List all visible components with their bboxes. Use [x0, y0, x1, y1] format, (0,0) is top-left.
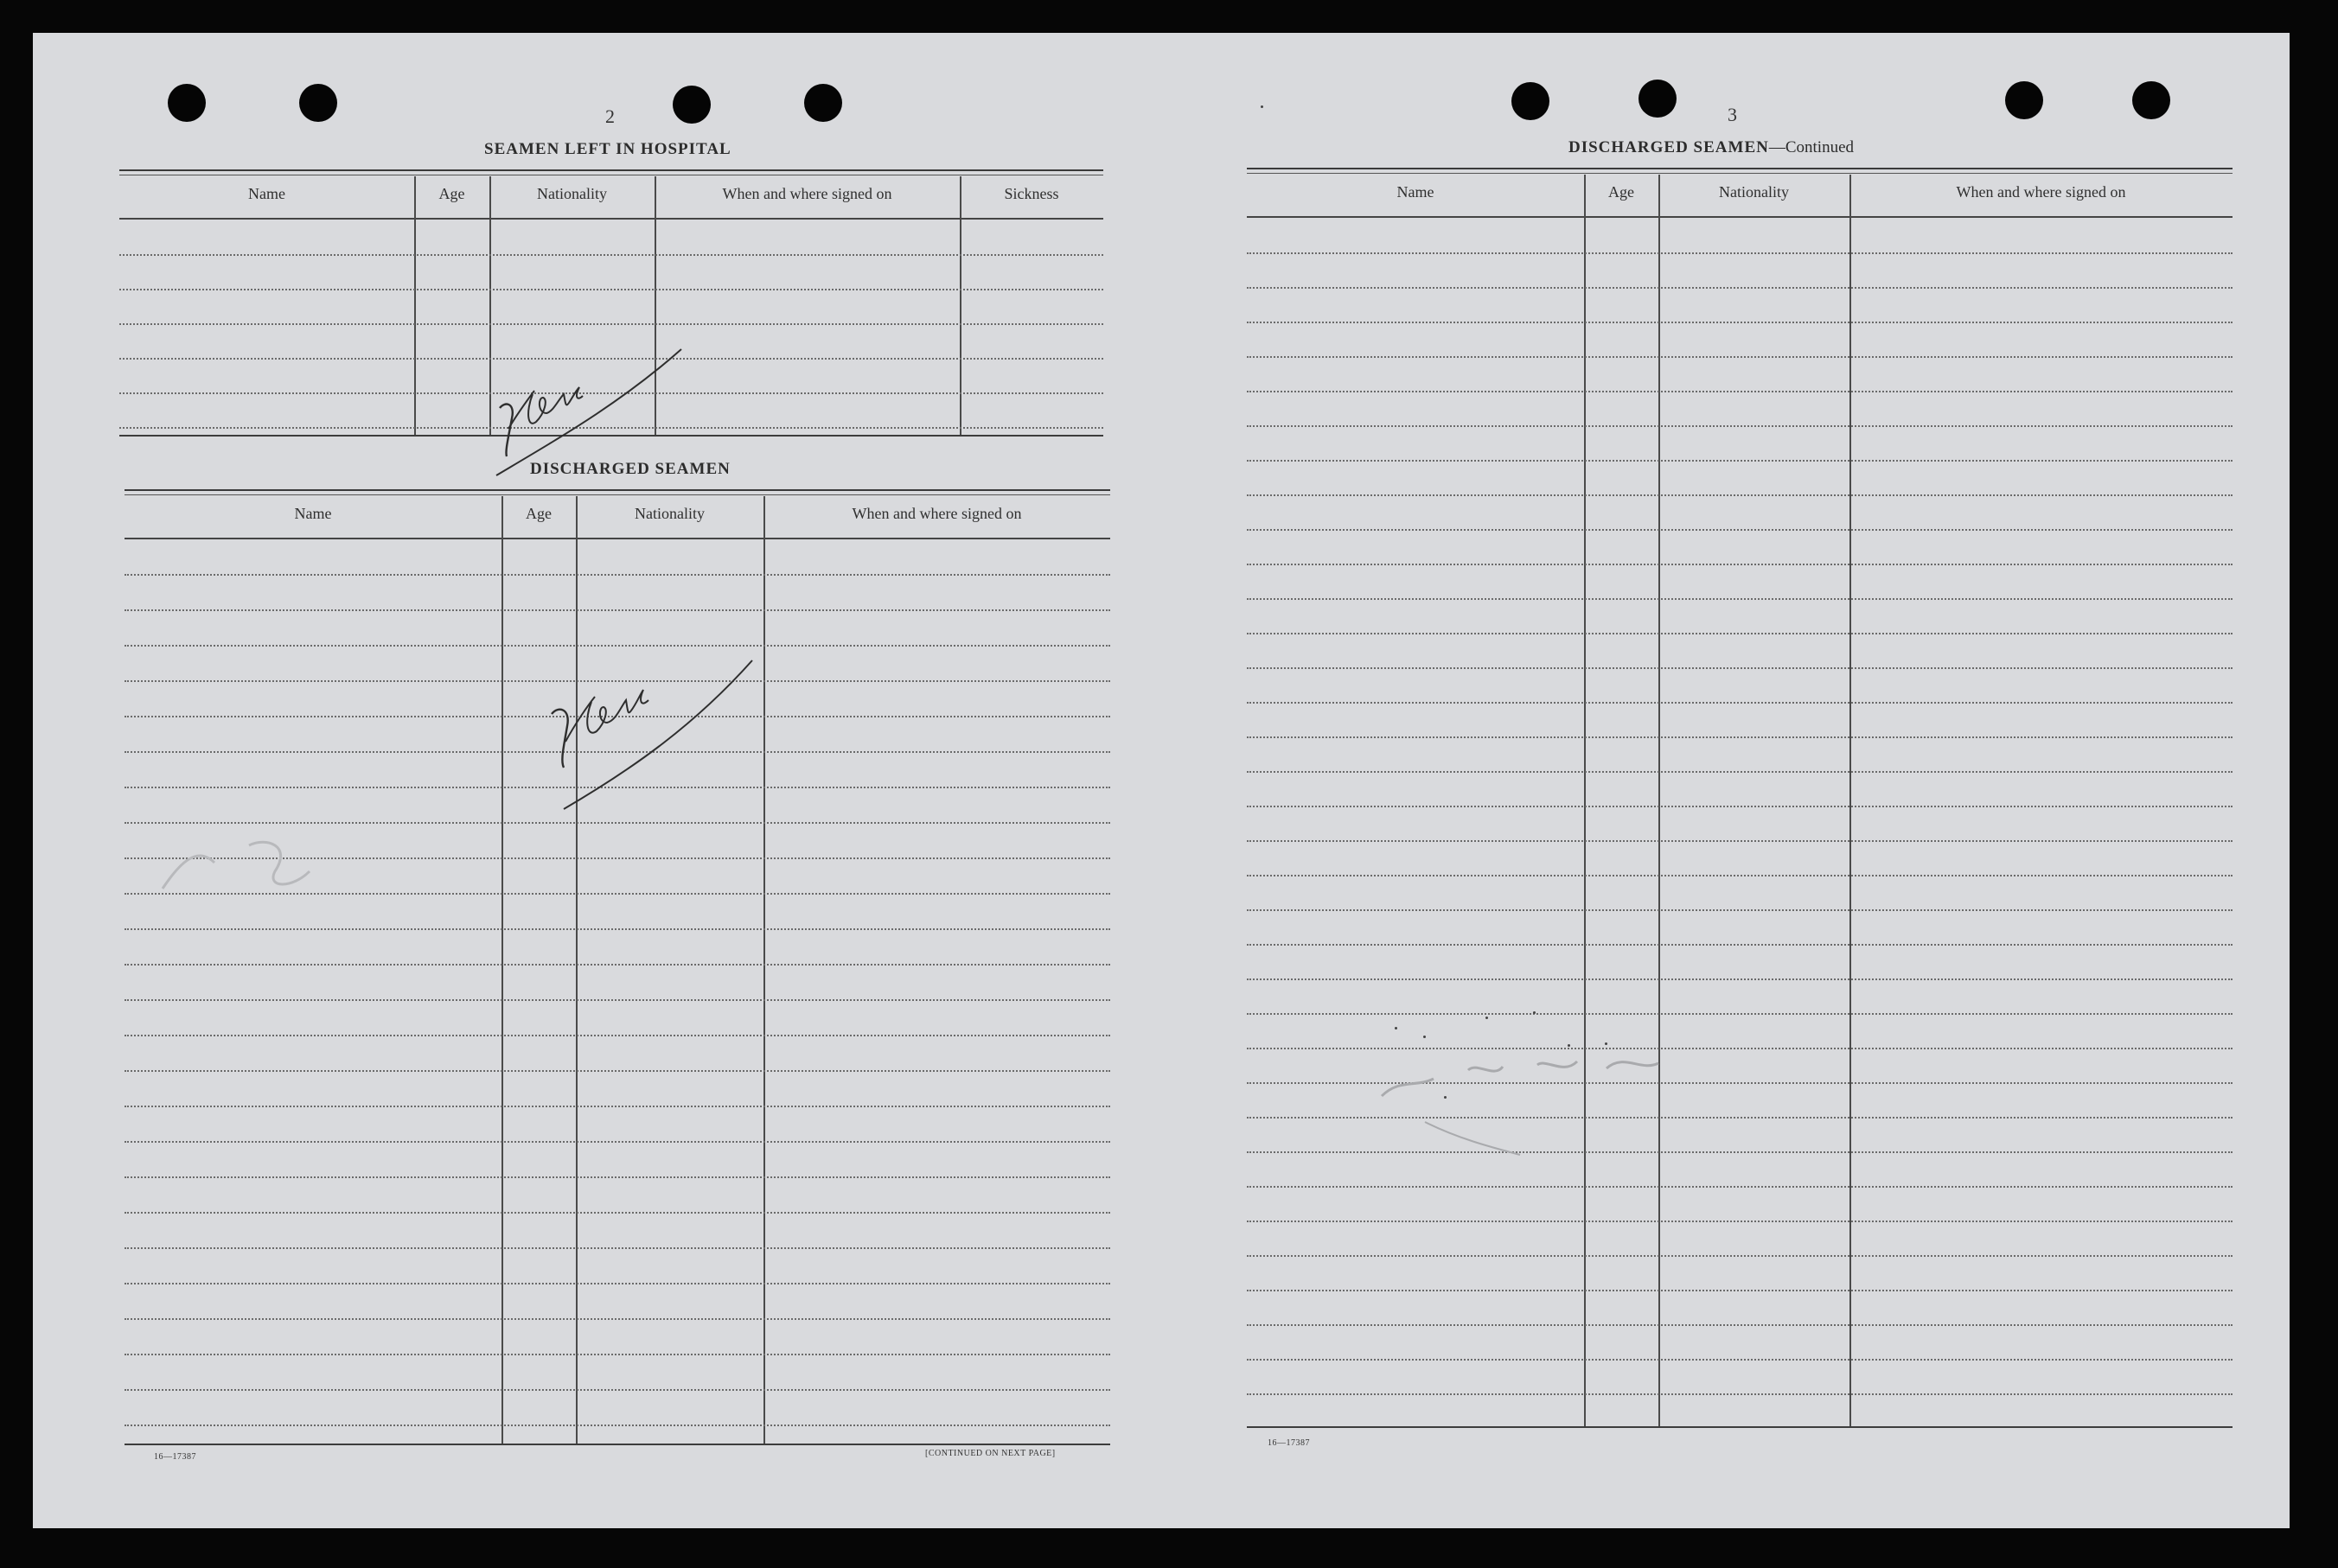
punch-hole — [1639, 80, 1677, 118]
punch-hole — [2005, 81, 2043, 119]
punch-hole — [2132, 81, 2170, 119]
faint-bleed-through-mark — [1347, 992, 1745, 1165]
column-header-age: Age — [526, 505, 552, 522]
discharged-continued-title — [1568, 138, 1854, 157]
punch-hole — [673, 86, 711, 124]
discharged-continued-title-main: DISCHARGED SEAMEN — [1568, 138, 1769, 156]
ink-speck — [1444, 1096, 1447, 1099]
column-header-name: Name — [248, 185, 285, 202]
column-header-signed-on: When and where signed on — [852, 505, 1022, 522]
punch-hole — [168, 84, 206, 122]
discharged-seamen-continued-table — [1247, 168, 2233, 1473]
ink-speck — [1395, 1027, 1397, 1029]
column-header-signed-on: When and where signed on — [1956, 183, 2126, 201]
hospital-section-title: SEAMEN LEFT IN HOSPITAL — [484, 140, 731, 158]
ink-speck — [1568, 1044, 1570, 1047]
handwritten-none-signature — [514, 612, 773, 819]
column-header-name: Name — [294, 505, 332, 522]
punch-hole — [1511, 82, 1549, 120]
ink-speck — [1423, 1036, 1426, 1038]
page-number-right: 3 — [1728, 104, 1737, 125]
column-header-signed-on: When and where signed on — [722, 185, 892, 202]
column-header-nationality: Nationality — [635, 505, 705, 522]
ink-speck — [1605, 1042, 1607, 1045]
column-header-name: Name — [1396, 183, 1434, 201]
form-code-left: 16—17387 — [154, 1452, 196, 1462]
ink-speck — [1533, 1011, 1536, 1014]
column-header-nationality: Nationality — [537, 185, 607, 202]
form-code-right: 16—17387 — [1268, 1438, 1310, 1448]
handwritten-none-signature — [465, 308, 690, 481]
discharged-section-title: DISCHARGED SEAMEN — [530, 460, 731, 478]
column-header-sickness: Sickness — [1004, 185, 1059, 202]
column-header-nationality: Nationality — [1719, 183, 1789, 201]
punch-hole — [804, 84, 842, 122]
column-header-age: Age — [438, 185, 465, 202]
page-number-left: 2 — [605, 105, 615, 127]
continued-note: [CONTINUED ON NEXT PAGE] — [925, 1449, 1056, 1458]
column-header-age: Age — [1608, 183, 1634, 201]
punch-hole — [299, 84, 337, 122]
faint-bleed-through-mark — [145, 811, 370, 915]
ink-speck — [1261, 105, 1263, 108]
scanned-document — [33, 33, 2290, 1528]
ink-speck — [1485, 1017, 1488, 1019]
continued-suffix: —Continued — [1768, 138, 1855, 156]
